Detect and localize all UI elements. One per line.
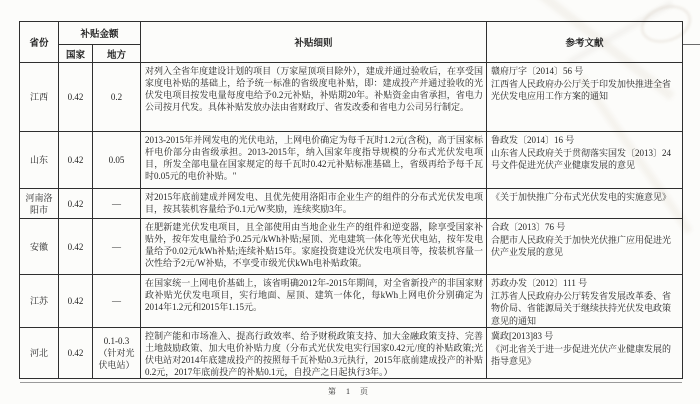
subsidy-rules-cell: 对列入全省年度建设计划的项目（万家屋顶项目除外），建成并通过验收后，在享受国家度电补贴的基础上，给予统一标准的省级度电补贴，即：建成投产并通过验收的光伏发电项目按发电量每度电给予0.2元补贴，补贴期20年。补贴资金由省承担，省电力公司按月代发。具体补贴发放办法由省财政厅、省发改委和省电力公司另行制定。 bbox=[141, 63, 487, 132]
reference-doc-number: 苏政办发〔2012〕111 号 bbox=[491, 278, 588, 288]
reference-doc-number: 赣府厅字〔2014〕56 号 bbox=[491, 66, 584, 76]
table-row-jiangsu bbox=[20, 275, 683, 328]
reference-cell bbox=[487, 219, 683, 275]
reference-title: 江西省人民政府办公厅关于印发加快推进全省光伏发电应用工作方案的通知 bbox=[491, 78, 672, 101]
province-cell: 江苏 bbox=[20, 275, 59, 328]
reference-title: 江苏省人民政府办公厅转发省发展改革委、省物价局、省能源局关于继续扶持光伏发电政策意见的通知 bbox=[491, 290, 672, 326]
local-subsidy-cell: 0.1-0.3（针对光伏电站） bbox=[93, 328, 141, 379]
local-subsidy-cell: — bbox=[93, 189, 141, 219]
province-cell: 江西 bbox=[20, 63, 59, 132]
reference-doc-number: 鲁政发〔2014〕16 号 bbox=[491, 135, 575, 145]
province-cell: 山东 bbox=[20, 132, 59, 189]
national-subsidy-cell: 0.42 bbox=[59, 328, 93, 379]
local-subsidy-cell: 0.2 bbox=[93, 63, 141, 132]
reference-doc-number: 合政〔2013〕76 号 bbox=[491, 222, 566, 232]
page-number: 第 1 页 bbox=[328, 387, 372, 396]
national-subsidy-cell: 0.42 bbox=[59, 132, 93, 189]
table-row-hebei bbox=[20, 328, 683, 379]
subsidy-rules-cell: 2013-2015年并网发电的光伏电站，上网电价确定为每千瓦时1.2元(含税)，高于国家标杆电价部分由省级承担。2013-2015年，纳入国家年度指导规模的分布式光伏发电项目，所发全部电量在国家规定的每千瓦时0.42元补贴标准基础上，省级再给予每千瓦时0.05元的电价补贴。" bbox=[141, 132, 487, 189]
local-subsidy-cell: — bbox=[93, 275, 141, 328]
subsidy-rules-cell: 在肥新建光伏发电项目，且全部使用由当地企业生产的组件和逆变器，除享受国家补贴外，按年发电量给予0.25元/kWh补贴;屋顶、光电建筑一体化等光伏电站，按年发电量给予0.02元/kWh补贴;连续补贴15年。家庭投资建设光伏发电项目等，按装机容量一次性给予2元/W补贴，不享受市级光伏kWh电补贴政策。 bbox=[141, 219, 487, 275]
subsidy-rules-cell: 控制产能和市场准入、提高行政效率、给予财税政策支持、加大金融政策支持、完善土地鼓励政策、加大电价补贴力度（分布式光伏发电实行国家0.42元/度的补贴政策;光伏电站对2014年底建成投产的按照每千瓦补贴0.3元执行，2015年底前建成投产的补贴0.2元，2017年底前投产的补贴0.1元，自投产之日起执行3年。） bbox=[141, 328, 487, 379]
reference-title: 山东省人民政府关于贯彻落实国发〔2013〕24号文件促进光伏产业健康发展的意见 bbox=[491, 147, 672, 170]
table-row-jiangxi bbox=[20, 63, 683, 132]
reference-cell bbox=[487, 328, 683, 379]
reference-cell bbox=[487, 275, 683, 328]
table-row-henan-luoyang bbox=[20, 189, 683, 219]
header-province: 省份 bbox=[20, 22, 59, 63]
reference-doc-number: 冀政[2013]83 号 bbox=[491, 331, 554, 341]
subsidy-rules-cell: 对2015年底前建成并网发电、且优先使用洛阳市企业生产的组件的分布式光伏发电项目，按其装机容量给予0.1元/W奖励，连续奖励3年。 bbox=[141, 189, 487, 219]
reference-cell bbox=[487, 189, 683, 219]
table-row-shandong bbox=[20, 132, 683, 189]
reference-cell bbox=[487, 63, 683, 132]
header-references: 参考文献 bbox=[487, 22, 683, 63]
header-subsidy-rules: 补贴细则 bbox=[141, 22, 487, 63]
header-national: 国家 bbox=[59, 45, 93, 63]
reference-title: 合肥市人民政府关于加快光伏推广应用促进光伏产业发展的意见 bbox=[491, 234, 672, 257]
subsidy-rules-cell: 在国家统一上网电价基础上，该省明确2012年-2015年期间，对全省新投产的非国家财政补贴光伏发电项目，实行地面、屋顶、建筑一体化，每kWh上网电价分别确定为2014年1.2元和2015年1.15元。 bbox=[141, 275, 487, 328]
local-subsidy-cell: 0.05 bbox=[93, 132, 141, 189]
header-row-top bbox=[20, 22, 683, 45]
province-cell: 河南洛阳市 bbox=[20, 189, 59, 219]
national-subsidy-cell: 0.42 bbox=[59, 63, 93, 132]
header-subsidy-amount: 补贴金额 bbox=[59, 22, 141, 45]
subsidy-policy-table bbox=[19, 21, 683, 379]
footer-divider bbox=[20, 382, 682, 383]
national-subsidy-cell: 0.42 bbox=[59, 189, 93, 219]
national-subsidy-cell: 0.42 bbox=[59, 275, 93, 328]
reference-cell bbox=[487, 132, 683, 189]
reference-title: 《河北省关于进一步促进光伏产业健康发展的指导意见》 bbox=[491, 343, 672, 366]
table-row-anhui bbox=[20, 219, 683, 275]
reference-title: 《关于加快推广分布式光伏发电的实施意见》 bbox=[491, 192, 672, 202]
header-local: 地方 bbox=[93, 45, 141, 63]
margin-tick bbox=[683, 44, 700, 45]
province-cell: 河北 bbox=[20, 328, 59, 379]
national-subsidy-cell: 0.42 bbox=[59, 219, 93, 275]
province-cell: 安徽 bbox=[20, 219, 59, 275]
local-subsidy-cell: — bbox=[93, 219, 141, 275]
